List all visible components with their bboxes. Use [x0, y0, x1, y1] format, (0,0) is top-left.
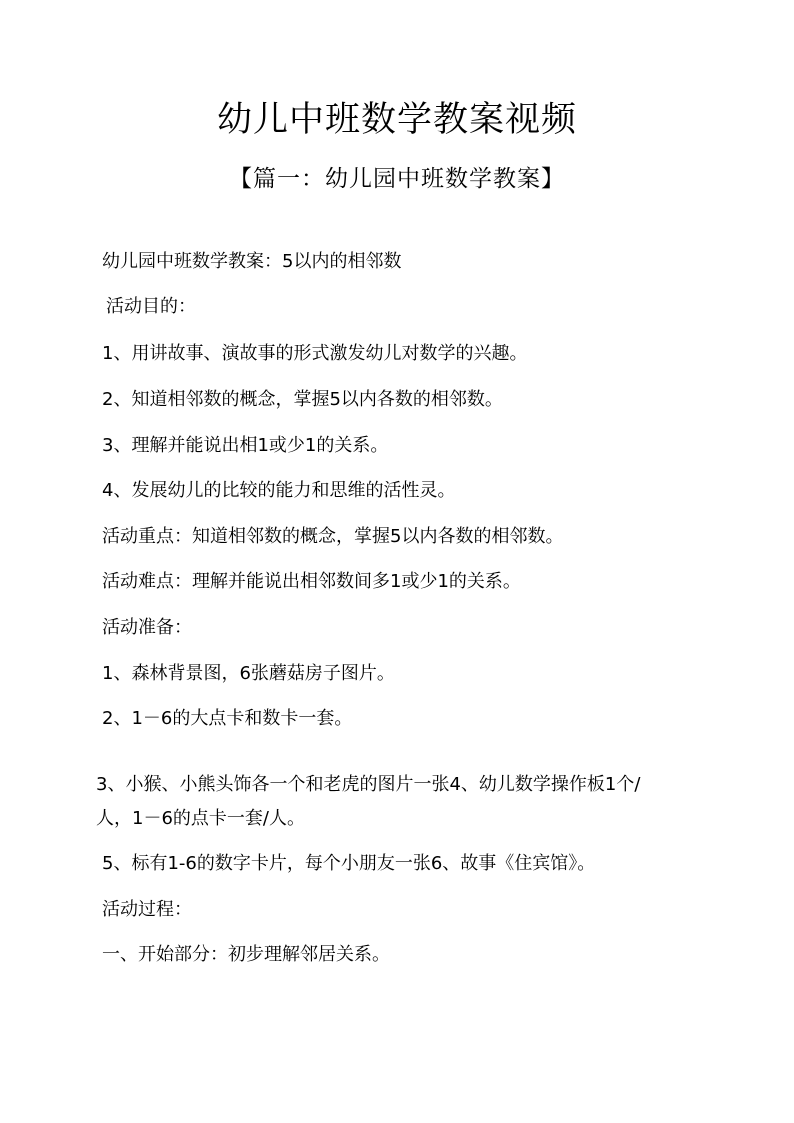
paragraph-process-heading: 活动过程：	[102, 899, 192, 920]
paragraph-process-part-1: 一、开始部分：初步理解邻居关系。	[102, 944, 390, 965]
document-title: 幼儿中班数学教案视频	[216, 100, 577, 140]
paragraph-preparation-1: 1、森林背景图，6张蘑菇房子图片。	[102, 663, 395, 684]
paragraph-objective-1: 1、用讲故事、演故事的形式激发幼儿对数学的兴趣。	[102, 343, 528, 364]
paragraph-objective-2: 2、知道相邻数的概念，掌握5以内各数的相邻数。	[102, 389, 503, 410]
paragraph-objective-4: 4、发展幼儿的比较的能力和思维的活性灵。	[102, 480, 456, 501]
paragraph-key-point: 活动重点：知道相邻数的概念，掌握5以内各数的相邻数。	[102, 526, 564, 547]
paragraph-preparation-2: 2、1－6的大点卡和数卡一套。	[102, 708, 353, 729]
section-heading: 【篇一：幼儿园中班数学教案】	[229, 166, 565, 192]
paragraph-preparation-5: 5、标有1-6的数字卡片，每个小朋友一张6、故事《住宾馆》。	[102, 853, 596, 874]
paragraph-preparation-3-line-2: 人，1－6的点卡一套/人。	[96, 808, 305, 829]
paragraph-difficult-point: 活动难点：理解并能说出相邻数间多1或少1的关系。	[102, 571, 521, 592]
paragraph-objectives-heading: 活动目的：	[106, 296, 196, 317]
paragraph-lesson-title: 幼儿园中班数学教案：5以内的相邻数	[102, 251, 402, 272]
paragraph-preparation-heading: 活动准备：	[102, 617, 192, 638]
paragraph-preparation-3-line-1: 3、小猴、小熊头饰各一个和老虎的图片一张4、幼儿数学操作板1个/	[96, 774, 641, 795]
paragraph-objective-3: 3、理解并能说出相1或少1的关系。	[102, 435, 389, 456]
